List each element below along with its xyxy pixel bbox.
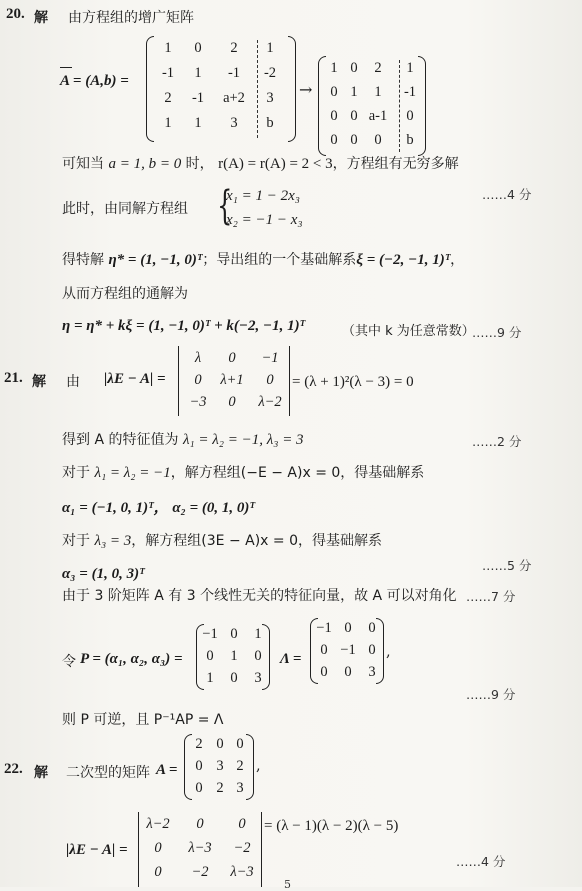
q22-jie: 解: [34, 765, 48, 781]
q21-P-lhs: P = (α₁, α₂, α₃) =: [80, 651, 183, 667]
q20-general-text: 从而方程组的通解为: [62, 286, 188, 302]
q21-number: 21.: [4, 370, 23, 386]
q20-particular-line: 得特解 η* = (1, −1, 0)ᵀ；导出组的一个基础解系ξ = (−2, −1, 1)ᵀ，: [62, 252, 465, 268]
matrix-cell: 1: [164, 115, 172, 131]
matrix-cell: 1: [266, 40, 274, 56]
matrix-cell: 1: [194, 65, 202, 81]
q22-intro: 二次型的矩阵: [66, 765, 150, 781]
brace-symbol: {: [217, 183, 233, 229]
matrix-cell: 1: [374, 84, 382, 100]
matrix-cell: 1: [350, 84, 358, 100]
q20-same-text: 此时，由同解方程组: [62, 201, 188, 217]
determinant: [178, 346, 290, 416]
matrix-cell: 1: [406, 60, 414, 76]
q20-aug-lhs: A = (A,b) =: [60, 73, 129, 90]
matrix-cell: 3: [254, 670, 262, 686]
matrix-cell: 0: [254, 648, 262, 664]
q20-cond-line: 可知当 a = 1, b = 0 时， r(A) = r(A) = 2 < 3，方程组有无穷多解: [62, 156, 459, 172]
q21-conclusion: 则 P 可逆，且 P⁻¹AP = Λ: [62, 712, 224, 728]
matrix-cell: λ: [194, 350, 202, 366]
q21-diag-text: 由于 3 阶矩阵 A 有 3 个线性无关的特征向量，故 A 可以对角化: [62, 588, 457, 604]
matrix-cell: a+2: [223, 90, 245, 106]
matrix-cell: 0: [350, 132, 358, 148]
matrix-cell: 0: [195, 780, 203, 796]
matrix-cell: 0: [368, 620, 376, 636]
determinant-2: [138, 812, 262, 887]
matrix-cell: 0: [344, 664, 352, 680]
q22-det-lhs: |λE − A| =: [66, 842, 128, 858]
matrix-cell: -1: [227, 65, 241, 81]
q21-case1-line: 对于 λ₁ = λ₂ = −1，解方程组(−E − A)x = 0，得基础解系: [62, 465, 425, 481]
q20-general-note: （其中 k 为任意常数）: [342, 324, 475, 339]
quadratic-form-matrix: [184, 734, 254, 800]
q21-alpha12: α₁ = (−1, 0, 1)ᵀ， α₂ = (0, 1, 0)ᵀ: [62, 500, 255, 516]
matrix-cell: 0: [374, 132, 382, 148]
matrix-cell: 0: [330, 132, 338, 148]
matrix-cell: 2: [230, 40, 238, 56]
matrix-cell: 3: [216, 758, 224, 774]
q21-you: 由: [66, 374, 80, 390]
q21-score-2: ……2 分: [472, 434, 522, 449]
diagonal-matrix-Lambda: [310, 618, 384, 684]
matrix-cell: 1: [164, 40, 172, 56]
eigenvector-matrix-P: [196, 624, 270, 690]
q21-let: 令: [62, 654, 76, 670]
matrix-cell: λ−3: [188, 840, 212, 856]
matrix-cell: b: [406, 132, 414, 148]
matrix-cell: 2: [236, 758, 244, 774]
matrix-cell: 0: [406, 108, 414, 124]
q22-score-4: ……4 分: [456, 854, 506, 869]
matrix-cell: 0: [350, 108, 358, 124]
q21-eig-line: 得到 A 的特征值为 λ₁ = λ₂ = −1, λ₃ = 3: [62, 432, 304, 448]
q22-number: 22.: [4, 761, 23, 777]
matrix-cell: 2: [216, 780, 224, 796]
arrow-symbol: →: [299, 80, 313, 99]
row-echelon-matrix: [318, 56, 426, 156]
matrix-cell: 1: [230, 648, 238, 664]
q21-alpha3: α₃ = (1, 0, 3)ᵀ: [62, 566, 145, 582]
q20-system-eq1: x₁ = 1 − 2x₃: [226, 188, 300, 204]
q20-number: 20.: [6, 6, 25, 22]
matrix-cell: -1: [403, 84, 417, 100]
matrix-cell: 0: [154, 864, 162, 880]
q22-A-lhs: A =: [156, 762, 178, 778]
matrix-cell: 0: [320, 642, 328, 658]
augmented-matrix: [146, 36, 296, 142]
q21-det-lhs: |λE − A| =: [104, 371, 166, 387]
q21-Lambda-lhs: Λ =: [280, 651, 302, 667]
matrix-cell: λ−2: [146, 816, 170, 832]
matrix-cell: 1: [254, 626, 262, 642]
matrix-cell: 0: [228, 394, 236, 410]
matrix-cell: 0: [216, 736, 224, 752]
matrix-cell: 0: [266, 372, 274, 388]
comma-mark: ,: [386, 644, 391, 660]
q21-score-7: ……7 分: [466, 589, 516, 604]
matrix-cell: 3: [368, 664, 376, 680]
q20-score-4: ……4 分: [482, 187, 532, 202]
matrix-cell: 3: [266, 90, 274, 106]
matrix-cell: 0: [230, 670, 238, 686]
q21-case2-line: 对于 λ₃ = 3，解方程组(3E − A)x = 0，得基础解系: [62, 533, 383, 549]
matrix-cell: 2: [195, 736, 203, 752]
matrix-cell: 1: [330, 60, 338, 76]
matrix-cell: 0: [344, 620, 352, 636]
q22-det-rhs: = (λ − 1)(λ − 2)(λ − 5): [264, 818, 399, 834]
matrix-cell: −1: [261, 350, 279, 366]
matrix-cell: 0: [154, 840, 162, 856]
matrix-cell: 0: [206, 648, 214, 664]
matrix-cell: -1: [161, 65, 175, 81]
matrix-cell: −2: [191, 864, 209, 880]
matrix-cell: -1: [191, 90, 205, 106]
comma-mark-2: ,: [256, 758, 261, 774]
q20-general-math: η = η* + kξ = (1, −1, 0)ᵀ + k(−2, −1, 1)ᵀ: [62, 318, 305, 334]
matrix-cell: b: [266, 115, 274, 131]
matrix-cell: −1: [316, 620, 332, 636]
page-number: 5: [284, 878, 291, 891]
matrix-cell: λ+1: [220, 372, 244, 388]
q21-jie: 解: [32, 374, 46, 390]
matrix-cell: 1: [194, 115, 202, 131]
matrix-cell: 0: [194, 372, 202, 388]
matrix-cell: 1: [206, 670, 214, 686]
matrix-cell: 2: [164, 90, 172, 106]
matrix-cell: -2: [263, 65, 277, 81]
matrix-cell: 3: [230, 115, 238, 131]
matrix-cell: 2: [374, 60, 382, 76]
matrix-cell: 0: [195, 758, 203, 774]
matrix-cell: 0: [368, 642, 376, 658]
matrix-cell: −1: [202, 626, 218, 642]
matrix-cell: 0: [350, 60, 358, 76]
matrix-cell: λ−3: [230, 864, 254, 880]
matrix-cell: λ−2: [258, 394, 282, 410]
matrix-cell: −3: [189, 394, 207, 410]
matrix-cell: 0: [330, 108, 338, 124]
matrix-cell: 0: [238, 816, 246, 832]
matrix-cell: 0: [194, 40, 202, 56]
matrix-cell: 0: [196, 816, 204, 832]
q20-score-9: ……9 分: [472, 325, 522, 340]
q20-system-eq2: x₂ = −1 − x₃: [226, 212, 303, 228]
matrix-cell: 0: [230, 626, 238, 642]
matrix-cell: 0: [228, 350, 236, 366]
matrix-cell: 3: [236, 780, 244, 796]
q21-det-rhs: = (λ + 1)²(λ − 3) = 0: [292, 374, 414, 390]
q20-jie: 解: [34, 10, 48, 26]
matrix-cell: 0: [330, 84, 338, 100]
q21-score-9: ……9 分: [466, 687, 516, 702]
matrix-cell: −1: [340, 642, 356, 658]
q21-score-5: ……5 分: [482, 558, 532, 573]
q20-intro: 由方程组的增广矩阵: [68, 10, 194, 26]
matrix-cell: 0: [320, 664, 328, 680]
matrix-cell: −2: [233, 840, 251, 856]
matrix-cell: 0: [236, 736, 244, 752]
matrix-cell: a-1: [368, 108, 388, 124]
